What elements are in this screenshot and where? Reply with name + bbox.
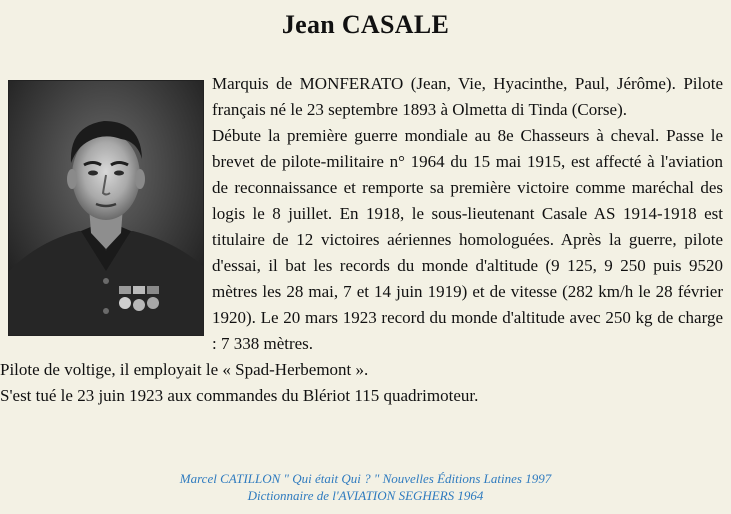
credits [0, 470, 731, 504]
credit-line-1: Marcel CATILLON " Qui était Qui ? " Nouvelles Éditions Latines 1997 [179, 471, 552, 486]
bio-paragraph-1: Marquis de MONFERATO (Jean, Vie, Hyacinthe, Paul, Jérôme). Pilote français né le 23 septembre 1893 à Olmetta di Tinda (Corse). [212, 74, 723, 119]
photo-float-spacer [0, 71, 212, 340]
page-title: Jean CASALE [281, 10, 450, 39]
bio-paragraph-4: S'est tué le 23 juin 1923 aux commandes du Blériot 115 quadrimoteur. [0, 386, 479, 405]
biography-text [0, 71, 723, 409]
bio-paragraph-3: Pilote de voltige, il employait le « Spad-Herbemont ». [0, 360, 369, 379]
bio-tail [0, 357, 723, 409]
credit-line-2: Dictionnaire de l'AVIATION SEGHERS 1964 [247, 488, 484, 503]
bio-paragraph-2: Débute la première guerre mondiale au 8e Chasseurs à cheval. Passe le brevet de pilote-militaire n° 1964 du 15 mai 1915, est affecté à l'aviation de reconnaissance et remporte sa première victoire comme maréchal des logis le 8 juillet. En 1918, le sous-lieutenant Casale AS 1914-1918 est titulaire de 12 victoires aériennes homologuées. Après la guerre, pilote d'essai, il bat les records du monde d'altitude (9 125, 9 250 puis 9520 mètres les 28 mai, 7 et 14 juin 1919) et de vitesse (282 km/h le 28 février 1920). Le 20 mars 1923 record du monde d'altitude avec 250 kg de charge : 7 338 mètres. [212, 126, 723, 353]
